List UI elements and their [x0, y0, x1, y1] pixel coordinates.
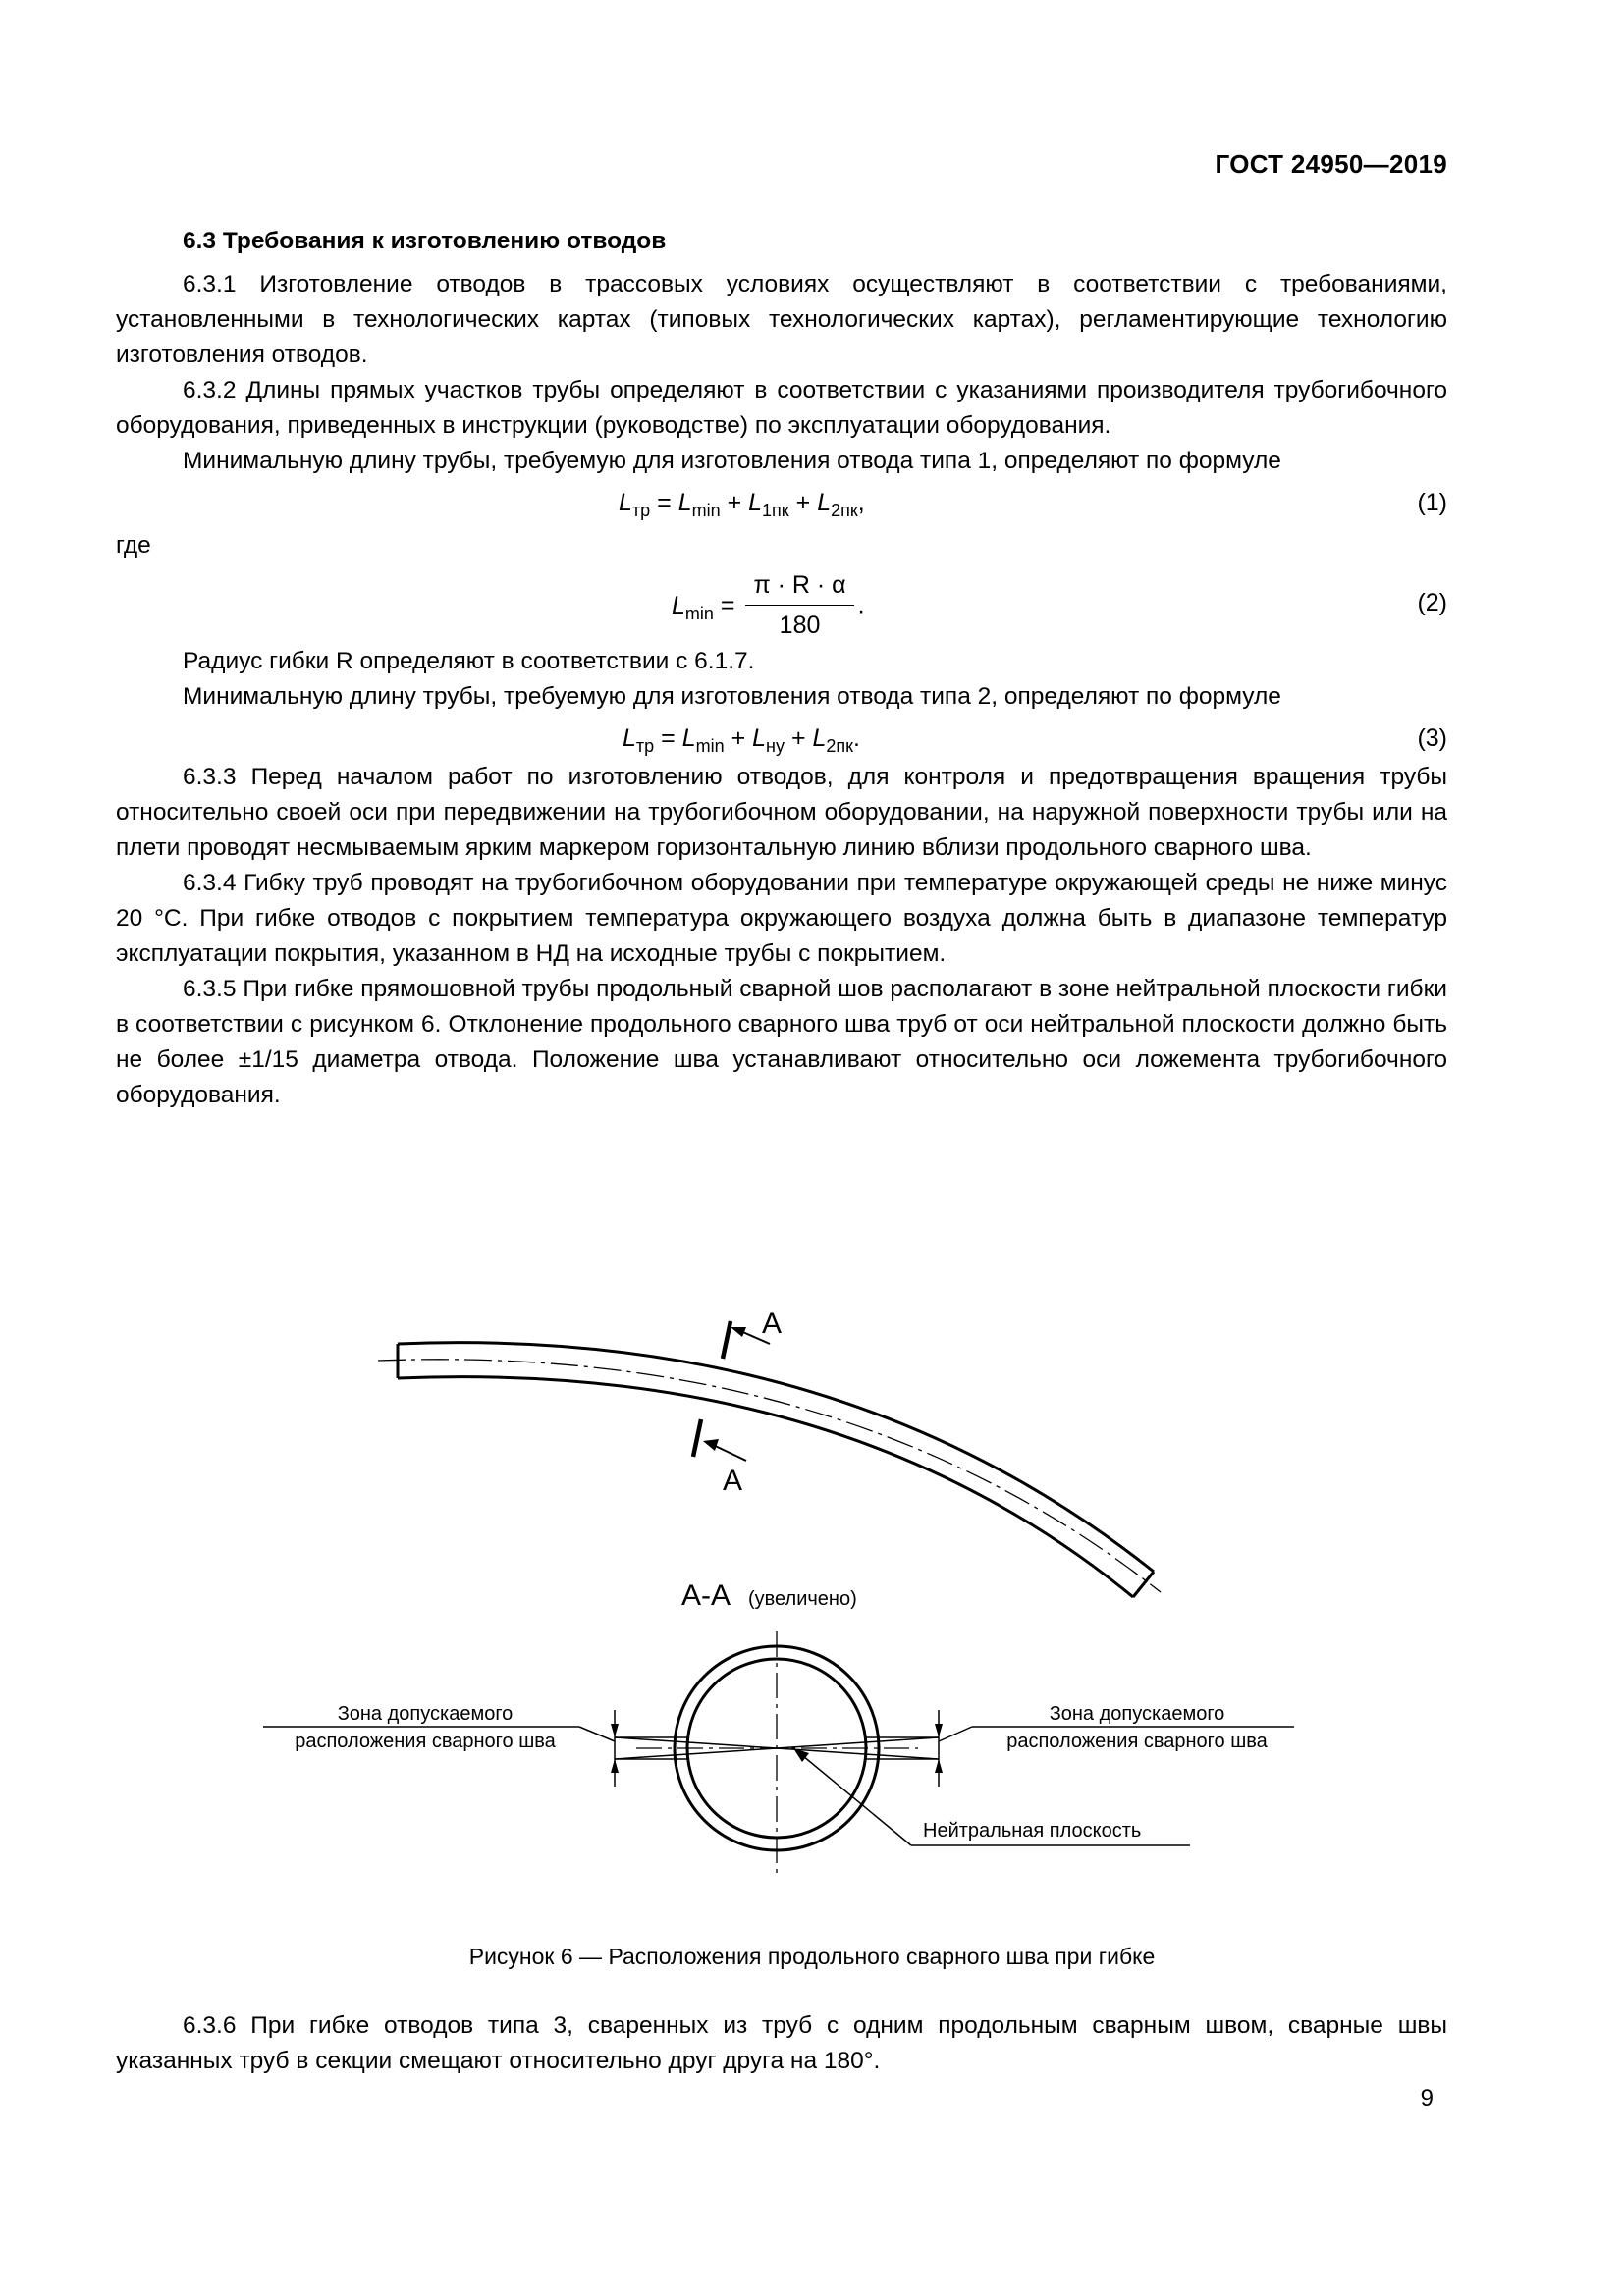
right-zone-label [939, 1703, 1294, 1752]
section-marker-bottom [693, 1419, 746, 1497]
paragraph-min-length-type-2: Минимальную длину трубы, требуемую для изготовления отвода типа 2, определяют по формуле [183, 683, 1281, 710]
paragraph-radius: Радиус гибки R определяют в соответствии с 6.1.7. [183, 648, 755, 674]
formula-2-number: (2) [1417, 589, 1447, 616]
formula-3-number: (3) [1417, 724, 1447, 752]
where-label: где [116, 532, 151, 559]
paragraph-6-3-5: 6.3.5 При гибке прямошовной трубы продольный сварной шов располагают в зоне нейтральной плоскости гибки в соответствии с рисунком 6. Отклонение продольного сварного шва труб от оси нейтральной плоскости должно быть не более ±1/15 диаметра отвода. Положение шва устанавливают относительно оси ложемента трубогибочного оборудования. [116, 976, 1447, 1108]
right-zone-label-line1: Зона допускаемого [1049, 1703, 1225, 1725]
paragraph-min-length-type-1: Минимальную длину трубы, требуемую для изготовления отвода типа 1, определяют по формуле [183, 448, 1281, 474]
section-marker-bottom-label: А [723, 1465, 743, 1497]
formula-1-number: (1) [1417, 489, 1447, 516]
bent-pipe-drawing [378, 1343, 1161, 1597]
section-marker-top-label: А [762, 1308, 783, 1340]
formula-2-denominator: 180 [779, 612, 821, 639]
paragraph-6-3-4: 6.3.4 Гибку труб проводят на трубогибочном оборудовании при температуре окружающей среды не ниже минус 20 °С. При гибке отводов с покрытием температура окружающего воздуха должна быть в диапазоне температур эксплуатации покрытия, указанном в НД на исходные трубы с покрытием. [116, 870, 1447, 967]
left-zone-label-line2: расположения сварного шва [295, 1731, 556, 1752]
formula-3: $L_{тр} = L_{min} + L_{ну} + L_{2пк}$. (3) [116, 715, 1447, 760]
section-marker-top [723, 1308, 782, 1359]
paragraph-6-3-3: 6.3.3 Перед началом работ по изготовлению отводов, для контроля и предотвращения вращения трубы относительно своей оси при передвижении на трубогибочном оборудовании, на наружной поверхности трубы или на плети проводят несмываемым ярким маркером горизонтальную линию вблизи продольного сварного шва. [116, 764, 1447, 861]
formula-2-numerator: π · R · α [745, 567, 853, 606]
section-aa-note: (увеличено) [748, 1588, 857, 1610]
text-block-bottom [116, 2008, 1447, 2079]
paragraph-6-3-1: 6.3.1 Изготовление отводов в трассовых условиях осуществляют в соответствии с требованиями, установленными в технологических картах (типовых технологических картах), регламентирующие технологию изготовления отводов. [116, 271, 1447, 368]
pipe-cross-section [615, 1631, 939, 1873]
section-title: 6.3 Требования к изготовлению отводов [183, 228, 667, 254]
formula-1: $L_{тр} = L_{min} + L_{1пк} + L_{2пк}$, (1) [116, 479, 1447, 524]
figure-caption: Рисунок 6 — Расположения продольного сварного шва при гибке [468, 1944, 1156, 1969]
paragraph-6-3-2: 6.3.2 Длины прямых участков трубы определяют в соответствии с указаниями производителя трубогибочного оборудования, приведенных в инструкции (руководстве) по эксплуатации оборудования. [116, 377, 1447, 439]
neutral-plane-label [793, 1748, 1190, 1845]
paragraph-6-3-6: 6.3.6 При гибке отводов типа 3, сваренных из труб с одним продольным сварным швом, сварные швы указанных труб в секции смещают относительно друг друга на 180°. [116, 2012, 1447, 2074]
right-zone-label-line2: расположения сварного шва [1006, 1731, 1268, 1752]
page-number: 9 [1420, 2085, 1434, 2111]
left-zone-label [263, 1703, 615, 1752]
section-aa-title: А-А [681, 1579, 731, 1612]
left-zone-label-line1: Зона допускаемого [337, 1703, 514, 1725]
formula-2: $L_{min}$ = $\frac{\pi \cdot R \cdot \alpha}{180}$ . (2) [116, 563, 1447, 644]
neutral-plane-text: Нейтральная плоскость [923, 1820, 1142, 1842]
document-id-header: ГОСТ 24950—2019 [1215, 149, 1447, 179]
